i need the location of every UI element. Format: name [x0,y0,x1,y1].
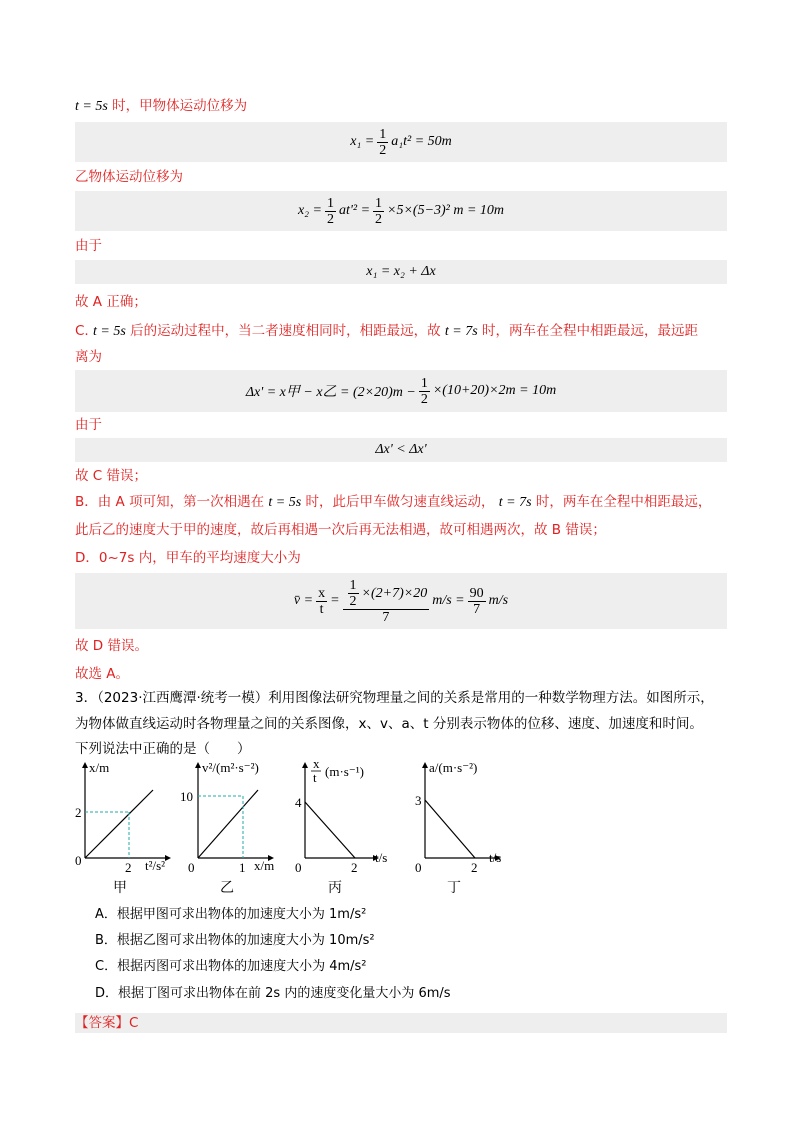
y-axis-arrow [302,762,308,768]
graph-caption: 丁 [447,880,461,896]
frac-den: 2 [375,211,383,227]
x-label: t²/s² [145,858,166,873]
text-line: 离为 [75,349,102,365]
big-fraction [343,578,430,625]
text-line: 故 C 错误； [75,468,148,484]
option-b[interactable]: B．根据乙图可求出物体的加速度大小为 10m/s² [95,933,375,948]
frac-den: 2 [326,211,334,227]
frac-num [343,578,430,610]
text-line [75,96,247,117]
answer-label: 【答案】 [75,1015,129,1031]
text-line [75,492,711,513]
equation-band [75,438,727,462]
origin-label: 0 [188,860,195,875]
eq-rhs: ×(10+20)×2m = 10m [432,383,557,398]
graph-yi [180,760,288,875]
text-line: 此后乙的速度大于甲的速度，故后再相遇一次后再无法相遇，故可相遇两次，故 B 错误； [75,522,606,538]
equation: x₁ = x₂ + Δx [366,264,436,279]
y-label-num: x [313,756,320,771]
y-tick: 2 [75,805,82,820]
frac-den: 7 [382,609,390,625]
question-line [75,688,714,708]
line-text: 后的运动过程中，当二者速度相同时，相距最远，故 [130,323,441,339]
y-axis-arrow [82,762,88,768]
y-axis-arrow [195,762,201,768]
fraction [316,586,327,617]
data-line [425,800,475,858]
line-text: 时，甲物体运动位移为 [112,98,248,114]
y-label-den: t [313,770,317,785]
equation-band [75,122,727,162]
eq-rhs: ×5×(5−3)² m = 10m [387,203,505,218]
equation-band [75,191,727,231]
y-label-unit: (m·s⁻¹) [325,764,364,779]
eq-lhs: Δx' = x甲 − x乙 = (2×20)m − [245,385,416,400]
origin-label: 0 [75,853,82,868]
y-tick: 10 [180,789,193,804]
fraction [468,586,486,617]
line-text: 时，两车在全程中相距最远， [535,494,712,510]
y-tick: 4 [295,795,302,810]
line-text: 时，此后甲车做匀速直线运动， [305,494,495,510]
text-line: 故 A 正确； [75,294,147,310]
frac-num: 1 [375,195,383,211]
frac-den: 2 [379,142,387,158]
graph-caption: 丙 [328,880,342,896]
option-a[interactable]: A．根据甲图可求出物体的加速度大小为 1m/s² [95,907,367,922]
line-text: 时，两车在全程中相距最远，最远距 [482,323,698,339]
y-tick: 3 [415,793,422,808]
frac-num: 1 [326,195,334,211]
equation-band [75,370,727,412]
x-tick: 1 [239,860,246,875]
frac-num: 1 [349,577,357,593]
fraction [419,376,430,407]
option-c[interactable]: C．根据丙图可求出物体的加速度大小为 4m/s² [95,959,367,974]
text-line: 由于 [75,238,102,254]
origin-label: 0 [415,860,422,875]
question-number: 3． [75,690,98,706]
data-line [305,802,355,858]
y-label: a/(m·s⁻²) [429,760,478,775]
x-label: x/m [254,858,275,873]
equation-band [75,573,727,629]
answer-value: C [129,1015,139,1031]
time-expression: t = 5s [268,495,302,510]
x-label: t/s [489,850,502,865]
text-line: D．0~7s 内，甲车的平均速度大小为 [75,550,301,566]
frac-num: 90 [469,585,484,601]
text-line: 乙物体运动位移为 [75,169,183,185]
frac-den: 2 [420,391,428,407]
fraction [348,578,359,609]
frac-num: x [318,585,326,601]
question-line: 为物体做直线运动时各物理量之间的关系图像，x、v、a、t 分别表示物体的位移、速度、加速度和时间。 [75,716,703,732]
line-text: B．由 A 项可知，第一次相遇在 [75,494,265,510]
y-label: v²/(m²·s⁻²) [202,760,259,775]
text-line: 故选 A。 [75,666,130,682]
frac-den: 2 [349,593,357,609]
frac-num: 1 [379,126,387,142]
y-label: x/m [89,760,110,775]
question-text: 利用图像法研究物理量之间的关系是常用的一种数学物理方法。如图所示， [268,690,714,706]
eq-lhs: x₁ = [350,134,375,149]
graph-ding [415,760,515,874]
graph-caption: 甲 [113,880,127,896]
answer-band [75,1013,727,1033]
fraction [377,127,388,158]
eq-rhs: a₁t² = 50m [391,134,452,149]
time-expression: t = 5s [93,324,126,339]
eq-mid: at'² = [338,203,371,218]
graph-svg [415,760,515,875]
eq-lhs: v̄ = [293,593,314,608]
eq-text: ×(2+7)×20 [361,585,428,601]
frac-num: 1 [420,375,428,391]
origin-label: 0 [295,860,302,875]
question-source: （2023·江西鹰潭·统考一模） [97,690,269,706]
frac-den: t [319,601,324,617]
data-line [85,790,153,858]
data-line [198,790,258,858]
graph-svg [75,760,175,875]
fraction [373,196,384,227]
x-tick: 2 [471,860,478,875]
equation: Δx' < Δx' [375,442,427,457]
equation-band [75,260,727,284]
frac-den: 7 [473,601,481,617]
graph-bing [295,756,395,875]
question-line: 下列说法中正确的是（ ） [75,741,251,757]
option-label: C. [75,323,89,339]
x-label: t/s [375,850,388,865]
graph-svg [180,760,288,875]
fraction [325,196,336,227]
graph-caption: 乙 [220,880,234,896]
graph-jia [75,760,175,874]
text-line: 故 D 错误。 [75,638,148,654]
option-d[interactable]: D．根据丁图可求出物体在前 2s 内的速度变化量大小为 6m/s [95,986,451,1001]
time-expression: t = 5s [75,99,108,114]
time-expression: t = 7s [444,324,478,339]
x-tick: 2 [351,860,358,875]
text-line: 由于 [75,417,102,433]
eq-unit: m/s = [432,593,465,608]
y-axis-arrow [422,762,428,768]
eq-lhs: x₂ = [297,203,322,218]
eq-sign: = [330,593,340,608]
x-axis-arrow [165,855,171,861]
x-tick: 2 [125,860,132,875]
text-line [75,321,698,342]
time-expression: t = 7s [498,495,532,510]
eq-unit: m/s [488,593,509,608]
graph-svg [295,756,395,875]
